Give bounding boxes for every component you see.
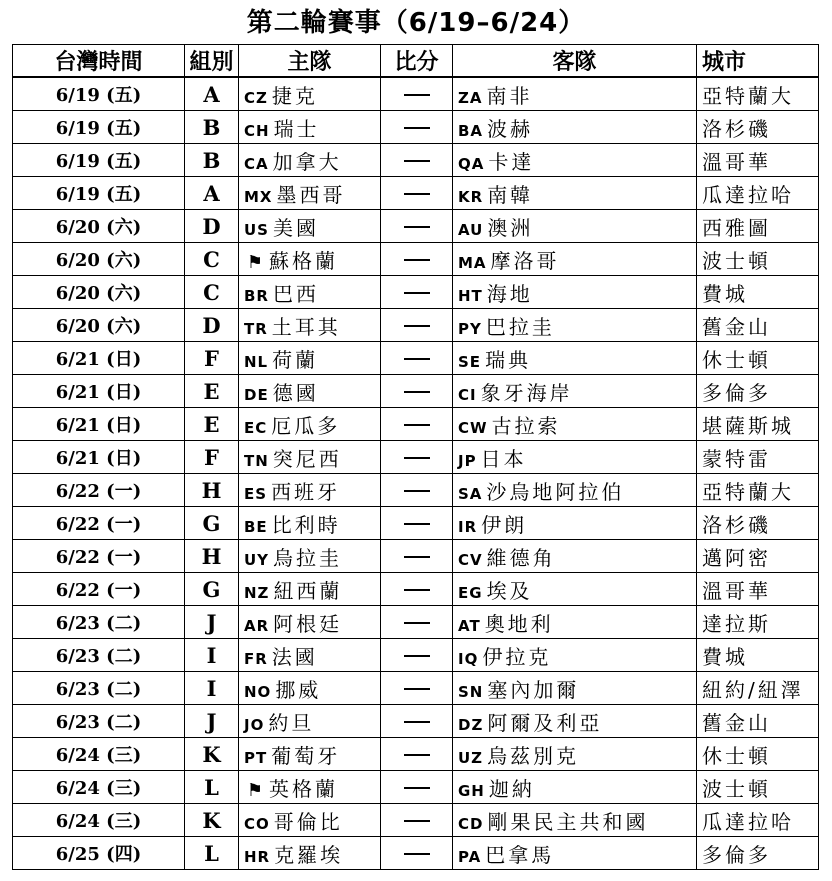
- home-team: [239, 243, 381, 276]
- score-dash: [404, 787, 430, 789]
- match-schedule-table: [12, 44, 819, 870]
- score-dash: [404, 655, 430, 657]
- home-team-name: 烏拉圭: [273, 545, 343, 570]
- score-dash: [404, 556, 430, 558]
- match-date: 6/21 (日): [13, 342, 185, 375]
- host-city: 波士頓: [697, 771, 819, 804]
- home-team-code: MX: [244, 187, 273, 206]
- match-group: C: [185, 276, 239, 309]
- match-date: 6/23 (二): [13, 672, 185, 705]
- away-team: [453, 837, 697, 870]
- away-team: [453, 705, 697, 738]
- table-row: [13, 375, 819, 408]
- score-dash: [404, 94, 430, 96]
- match-date: 6/23 (二): [13, 606, 185, 639]
- table-row: [13, 672, 819, 705]
- away-team-code: KR: [458, 187, 484, 206]
- match-group: J: [185, 705, 239, 738]
- score-dash: [404, 820, 430, 822]
- away-team-code: JP: [458, 451, 477, 470]
- match-date: 6/25 (四): [13, 837, 185, 870]
- away-team: [453, 540, 697, 573]
- flag-icon: ⚑: [246, 779, 264, 801]
- away-team-name: 維德角: [486, 545, 556, 570]
- match-group: G: [185, 507, 239, 540]
- score-dash: [404, 721, 430, 723]
- table-row: [13, 540, 819, 573]
- home-team: [239, 309, 381, 342]
- match-score: [381, 507, 453, 540]
- away-team: [453, 375, 697, 408]
- away-team: [453, 804, 697, 837]
- match-score: [381, 441, 453, 474]
- home-team-code: FR: [244, 649, 268, 668]
- host-city: 休士頓: [697, 342, 819, 375]
- home-team-code: TR: [244, 319, 268, 338]
- match-group: I: [185, 672, 239, 705]
- table-row: [13, 738, 819, 771]
- home-team-name: 德國: [272, 380, 319, 405]
- match-score: [381, 837, 453, 870]
- away-team-name: 伊朗: [481, 512, 528, 537]
- away-team-name: 烏茲別克: [487, 743, 580, 768]
- score-dash: [404, 490, 430, 492]
- match-score: [381, 309, 453, 342]
- score-dash: [404, 523, 430, 525]
- match-score: [381, 738, 453, 771]
- table-row: [13, 474, 819, 507]
- table-row: [13, 507, 819, 540]
- home-team-code: US: [244, 220, 269, 239]
- match-date: 6/21 (日): [13, 441, 185, 474]
- match-date: 6/20 (六): [13, 309, 185, 342]
- host-city: 瓜達拉哈: [697, 177, 819, 210]
- away-team-code: GH: [458, 781, 485, 800]
- home-team: [239, 672, 381, 705]
- away-team-name: 巴拉圭: [485, 314, 555, 339]
- away-team-code: EG: [458, 583, 483, 602]
- match-score: [381, 771, 453, 804]
- header-city: 城市: [697, 45, 819, 78]
- header-group: 組別: [185, 45, 239, 78]
- home-team-code: TN: [244, 451, 269, 470]
- home-team-code: CZ: [244, 88, 268, 107]
- match-group: A: [185, 77, 239, 111]
- match-score: [381, 474, 453, 507]
- home-team: [239, 408, 381, 441]
- home-team-name: 土耳其: [271, 314, 341, 339]
- table-row: [13, 177, 819, 210]
- table-row: [13, 77, 819, 111]
- score-dash: [404, 688, 430, 690]
- score-dash: [404, 754, 430, 756]
- match-date: 6/24 (三): [13, 771, 185, 804]
- match-group: G: [185, 573, 239, 606]
- table-row: [13, 705, 819, 738]
- away-team: [453, 474, 697, 507]
- host-city: 費城: [697, 276, 819, 309]
- home-team: [239, 276, 381, 309]
- match-date: 6/24 (三): [13, 804, 185, 837]
- match-group: C: [185, 243, 239, 276]
- match-group: A: [185, 177, 239, 210]
- match-date: 6/19 (五): [13, 77, 185, 111]
- away-team-code: ZA: [458, 88, 483, 107]
- home-team-code: NL: [244, 352, 269, 371]
- match-group: B: [185, 144, 239, 177]
- match-score: [381, 144, 453, 177]
- home-team: [239, 441, 381, 474]
- host-city: 費城: [697, 639, 819, 672]
- away-team-name: 海地: [486, 281, 533, 306]
- home-team: [239, 77, 381, 111]
- host-city: 洛杉磯: [697, 507, 819, 540]
- home-team-name: 突尼西: [272, 446, 342, 471]
- home-team-code: NZ: [244, 583, 270, 602]
- home-team: [239, 474, 381, 507]
- score-dash: [404, 358, 430, 360]
- match-score: [381, 111, 453, 144]
- away-team-name: 迦納: [488, 776, 535, 801]
- away-team: [453, 342, 697, 375]
- header-away: 客隊: [453, 45, 697, 78]
- match-date: 6/23 (二): [13, 705, 185, 738]
- away-team-code: DZ: [458, 715, 484, 734]
- match-score: [381, 573, 453, 606]
- host-city: 溫哥華: [697, 144, 819, 177]
- match-date: 6/22 (一): [13, 474, 185, 507]
- away-team-code: CD: [458, 814, 484, 833]
- table-row: [13, 210, 819, 243]
- match-score: [381, 705, 453, 738]
- away-team-name: 剛果民主共和國: [487, 809, 649, 834]
- away-team: [453, 144, 697, 177]
- home-team: [239, 573, 381, 606]
- home-team: [239, 738, 381, 771]
- match-group: I: [185, 639, 239, 672]
- away-team-code: PY: [458, 319, 482, 338]
- table-row: [13, 276, 819, 309]
- home-team-code: BE: [244, 517, 268, 536]
- match-date: 6/21 (日): [13, 408, 185, 441]
- host-city: 洛杉磯: [697, 111, 819, 144]
- away-team-code: CW: [458, 418, 488, 437]
- table-row: [13, 243, 819, 276]
- away-team-name: 阿爾及利亞: [487, 710, 603, 735]
- away-team-name: 伊拉克: [482, 644, 552, 669]
- home-team-code: DE: [244, 385, 269, 404]
- table-row: [13, 573, 819, 606]
- away-team-name: 波赫: [487, 116, 534, 141]
- home-team: [239, 111, 381, 144]
- host-city: 多倫多: [697, 375, 819, 408]
- away-team: [453, 738, 697, 771]
- home-team-code: CO: [244, 814, 270, 833]
- away-team-code: SE: [458, 352, 482, 371]
- match-date: 6/19 (五): [13, 144, 185, 177]
- home-team-name: 墨西哥: [276, 182, 346, 207]
- away-team-name: 巴拿馬: [485, 842, 555, 867]
- match-group: F: [185, 441, 239, 474]
- home-team-code: UY: [244, 550, 270, 569]
- match-score: [381, 177, 453, 210]
- away-team-name: 塞內加爾: [487, 677, 580, 702]
- score-dash: [404, 457, 430, 459]
- away-team-code: SA: [458, 484, 483, 503]
- match-date: 6/20 (六): [13, 243, 185, 276]
- score-dash: [404, 622, 430, 624]
- match-date: 6/23 (二): [13, 639, 185, 672]
- score-dash: [404, 259, 430, 261]
- table-row: [13, 408, 819, 441]
- home-team-name: 英格蘭: [269, 776, 338, 801]
- match-group: D: [185, 210, 239, 243]
- score-dash: [404, 424, 430, 426]
- host-city: 波士頓: [697, 243, 819, 276]
- match-date: 6/20 (六): [13, 210, 185, 243]
- home-team-code: EC: [244, 418, 268, 437]
- match-group: L: [185, 771, 239, 804]
- match-group: E: [185, 375, 239, 408]
- away-team-name: 卡達: [488, 149, 535, 174]
- home-team-code: CA: [244, 154, 269, 173]
- away-team: [453, 672, 697, 705]
- away-team-code: IQ: [458, 649, 479, 668]
- match-rows: [13, 77, 819, 870]
- host-city: 亞特蘭大: [697, 77, 819, 111]
- score-dash: [404, 391, 430, 393]
- header-time: 台灣時間: [13, 45, 185, 78]
- page-title: 第二輪賽事（6/19–6/24）: [246, 8, 586, 38]
- match-score: [381, 77, 453, 111]
- table-row: [13, 837, 819, 870]
- match-score: [381, 639, 453, 672]
- header-score: 比分: [381, 45, 453, 78]
- away-team: [453, 507, 697, 540]
- home-team-name: 挪威: [275, 677, 322, 702]
- match-date: 6/22 (一): [13, 573, 185, 606]
- away-team-code: QA: [458, 154, 485, 173]
- home-team-name: 瑞士: [273, 116, 320, 141]
- match-group: D: [185, 309, 239, 342]
- away-team-name: 奧地利: [484, 611, 554, 636]
- match-group: K: [185, 738, 239, 771]
- match-group: H: [185, 540, 239, 573]
- away-team-code: PA: [458, 847, 482, 866]
- match-score: [381, 408, 453, 441]
- away-team-code: SN: [458, 682, 484, 701]
- host-city: 達拉斯: [697, 606, 819, 639]
- away-team-name: 沙烏地阿拉伯: [486, 479, 625, 504]
- header-home: 主隊: [239, 45, 381, 78]
- table-row: [13, 804, 819, 837]
- away-team-code: MA: [458, 253, 487, 272]
- away-team: [453, 243, 697, 276]
- score-dash: [404, 589, 430, 591]
- home-team: [239, 639, 381, 672]
- home-team-name: 加拿大: [272, 149, 342, 174]
- host-city: 多倫多: [697, 837, 819, 870]
- away-team-name: 摩洛哥: [490, 248, 560, 273]
- home-team-code: CH: [244, 121, 270, 140]
- home-team: [239, 837, 381, 870]
- table-row: [13, 606, 819, 639]
- table-row: [13, 771, 819, 804]
- home-team: [239, 606, 381, 639]
- match-score: [381, 672, 453, 705]
- home-team-name: 哥倫比: [273, 809, 343, 834]
- home-team: [239, 507, 381, 540]
- host-city: 堪薩斯城: [697, 408, 819, 441]
- away-team: [453, 441, 697, 474]
- away-team-name: 澳洲: [487, 215, 534, 240]
- away-team-name: 象牙海岸: [480, 380, 573, 405]
- home-team-name: 克羅埃: [274, 842, 344, 867]
- match-score: [381, 606, 453, 639]
- score-dash: [404, 193, 430, 195]
- away-team-code: AU: [458, 220, 484, 239]
- home-team-name: 阿根廷: [273, 611, 343, 636]
- match-date: 6/22 (一): [13, 540, 185, 573]
- home-team-code: HR: [244, 847, 271, 866]
- home-team: [239, 375, 381, 408]
- match-group: B: [185, 111, 239, 144]
- header-row: [13, 45, 819, 78]
- match-date: 6/22 (一): [13, 507, 185, 540]
- away-team: [453, 639, 697, 672]
- home-team-name: 西班牙: [271, 479, 341, 504]
- away-team-code: HT: [458, 286, 483, 305]
- table-row: [13, 144, 819, 177]
- away-team-code: UZ: [458, 748, 484, 767]
- match-date: 6/20 (六): [13, 276, 185, 309]
- host-city: 瓜達拉哈: [697, 804, 819, 837]
- home-team: [239, 804, 381, 837]
- away-team: [453, 111, 697, 144]
- home-team-name: 蘇格蘭: [269, 248, 338, 273]
- host-city: 舊金山: [697, 309, 819, 342]
- match-date: 6/21 (日): [13, 375, 185, 408]
- home-team: [239, 144, 381, 177]
- away-team-name: 埃及: [486, 578, 533, 603]
- away-team-name: 日本: [480, 446, 527, 471]
- away-team: [453, 77, 697, 111]
- score-dash: [404, 292, 430, 294]
- away-team-name: 南韓: [487, 182, 534, 207]
- away-team: [453, 177, 697, 210]
- away-team-name: 古拉索: [491, 413, 561, 438]
- host-city: 邁阿密: [697, 540, 819, 573]
- match-score: [381, 210, 453, 243]
- home-team-name: 美國: [272, 215, 319, 240]
- host-city: 蒙特雷: [697, 441, 819, 474]
- match-score: [381, 804, 453, 837]
- home-team-code: BR: [244, 286, 269, 305]
- match-group: J: [185, 606, 239, 639]
- score-dash: [404, 160, 430, 162]
- home-team: [239, 705, 381, 738]
- match-date: 6/19 (五): [13, 177, 185, 210]
- host-city: 紐約/紐澤: [697, 672, 819, 705]
- home-team-code: AR: [244, 616, 270, 635]
- match-score: [381, 276, 453, 309]
- match-score: [381, 540, 453, 573]
- away-team-name: 瑞典: [485, 347, 532, 372]
- match-group: K: [185, 804, 239, 837]
- table-row: [13, 111, 819, 144]
- match-score: [381, 375, 453, 408]
- home-team-name: 比利時: [271, 512, 341, 537]
- match-group: E: [185, 408, 239, 441]
- home-team-code: ES: [244, 484, 268, 503]
- table-row: [13, 342, 819, 375]
- home-team-name: 巴西: [272, 281, 319, 306]
- home-team-name: 捷克: [271, 83, 318, 108]
- table-row: [13, 639, 819, 672]
- home-team-name: 法國: [271, 644, 318, 669]
- home-team-name: 厄瓜多: [271, 413, 341, 438]
- away-team: [453, 771, 697, 804]
- home-team: [239, 342, 381, 375]
- table-row: [13, 441, 819, 474]
- home-team-name: 紐西蘭: [273, 578, 343, 603]
- away-team-name: 南非: [486, 83, 533, 108]
- host-city: 亞特蘭大: [697, 474, 819, 507]
- home-team: [239, 210, 381, 243]
- away-team-code: CV: [458, 550, 483, 569]
- home-team-code: JO: [244, 715, 265, 734]
- away-team: [453, 309, 697, 342]
- away-team: [453, 276, 697, 309]
- score-dash: [404, 853, 430, 855]
- home-team: [239, 177, 381, 210]
- match-date: 6/24 (三): [13, 738, 185, 771]
- away-team-code: AT: [458, 616, 481, 635]
- home-team-name: 約旦: [268, 710, 315, 735]
- away-team-code: IR: [458, 517, 478, 536]
- match-date: 6/19 (五): [13, 111, 185, 144]
- host-city: 舊金山: [697, 705, 819, 738]
- score-dash: [404, 325, 430, 327]
- host-city: 溫哥華: [697, 573, 819, 606]
- score-dash: [404, 127, 430, 129]
- home-team-name: 荷蘭: [272, 347, 319, 372]
- flag-icon: ⚑: [246, 251, 264, 273]
- host-city: 休士頓: [697, 738, 819, 771]
- table-row: [13, 309, 819, 342]
- away-team: [453, 408, 697, 441]
- away-team-code: BA: [458, 121, 484, 140]
- home-team-name: 葡萄牙: [271, 743, 341, 768]
- match-score: [381, 243, 453, 276]
- match-group: H: [185, 474, 239, 507]
- home-team: [239, 771, 381, 804]
- away-team: [453, 210, 697, 243]
- match-group: F: [185, 342, 239, 375]
- home-team-code: NO: [244, 682, 272, 701]
- away-team-code: CI: [458, 385, 477, 404]
- away-team: [453, 606, 697, 639]
- away-team: [453, 573, 697, 606]
- match-score: [381, 342, 453, 375]
- match-group: L: [185, 837, 239, 870]
- host-city: 西雅圖: [697, 210, 819, 243]
- home-team-code: PT: [244, 748, 268, 767]
- score-dash: [404, 226, 430, 228]
- home-team: [239, 540, 381, 573]
